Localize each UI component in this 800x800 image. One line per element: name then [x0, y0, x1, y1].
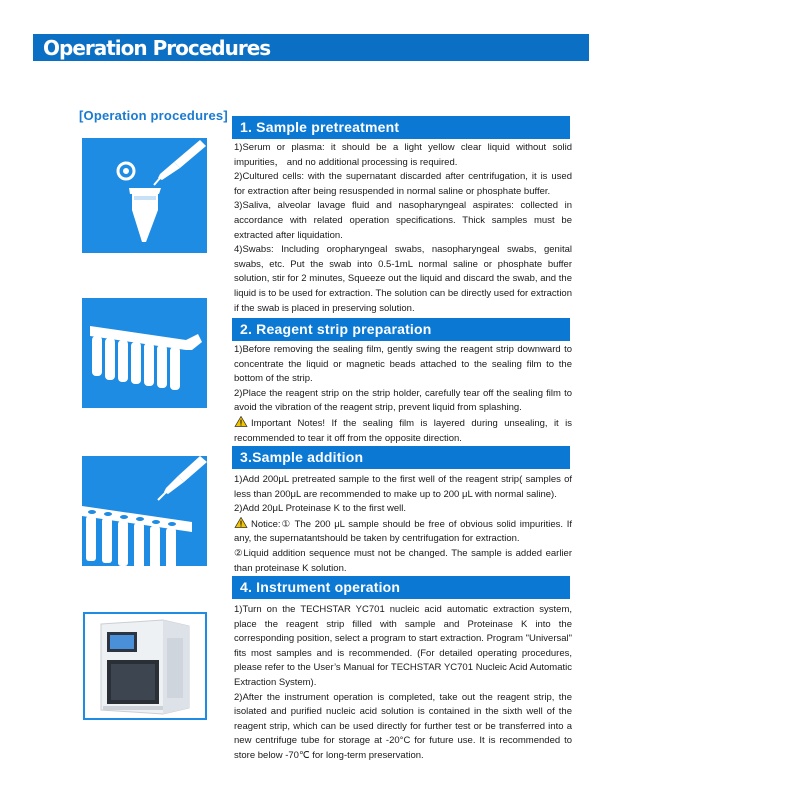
note	[234, 517, 572, 547]
paragraph: 2)After the instrument operation is completed, take out the reagent strip, the isolated and purified nucleic acid solution is contained in the sixth well of the reagent strip, which can be used directly for further test or be transferred into a new centrifuge tube for storage at -20°C for future use. It is recommended to store below -70℃ for long-term preservation.	[234, 691, 572, 761]
section-title: 2. Reagent strip preparation	[240, 321, 432, 337]
section-body-instrument-operation	[234, 603, 572, 764]
section-title: 3.Sample addition	[240, 449, 364, 465]
paragraph: 2)Cultured cells: with the supernatant discarded after centrifugation, it is used for extraction after being resuspended in normal saline or phosphate buffer.	[234, 171, 572, 197]
paragraph: 1)Turn on the TECHSTAR YC701 nucleic acid automatic extraction system, place the reagent strip filled with sample and Proteinase K into the corresponding position, select a program to start extraction. Program "Universal" fits most samples and is recommended. (For detailed operating procedures, please refer to the User’s Manual for TECHSTAR YC701 Nucleic Acid Automatic Extraction System).	[234, 604, 572, 688]
note-text: Important Notes! If the sealing film is layered during unsealing, it is recommended to tear it off from the opposite direction.	[234, 417, 572, 444]
paragraph: 1)Add 200μL pretreated sample to the first well of the reagent strip( samples of less than 200μL are recommended to make up to 200 μL with normal saline).	[234, 474, 572, 500]
section-title: 1. Sample pretreatment	[240, 119, 400, 135]
paragraph: 2)Place the reagent strip on the strip holder, carefully tear off the sealing film to avoid the vibration of the reagent strip, prevent liquid from splashing.	[234, 387, 572, 414]
section-bar-sample-addition	[232, 446, 570, 469]
page-title: Operation Procedures	[43, 36, 271, 60]
note-text: Notice:① The 200 μL sample should be free of obvious solid impurities. If any, the supernatantshould be taken by centrifugation for extraction.	[234, 518, 572, 545]
section-body-reagent-strip	[234, 343, 572, 446]
header-banner	[33, 34, 589, 61]
paragraph: 4)Swabs: Including oropharyngeal swabs, nasopharyngeal swabs, genital swabs, etc. Put the swab into 0.5-1mL normal saline or phosphate buffer solution, stir for 2 minutes, Squeeze out the liquid and discard the swab, and the liquid is to be used for extraction. The solution can be directly used for extraction if the swab is placed in preserving solution.	[234, 244, 572, 314]
warning-icon	[234, 416, 248, 427]
paragraph: 2)Add 20μL Proteinase K to the first well.	[234, 503, 406, 515]
paragraph: 1)Serum or plasma: it should be a light yellow clear liquid without solid impurities， and no additional processing is required.	[234, 142, 572, 168]
reagent-strip-icon	[82, 298, 207, 408]
section-bar-reagent-strip	[232, 318, 570, 341]
pipette-strip-icon	[82, 456, 207, 566]
note: ②Liquid addition sequence must not be changed. The sample is added earlier than proteinase K solution.	[234, 547, 572, 574]
sample-tube-pipette-icon	[82, 138, 207, 253]
section-bar-sample-pretreatment	[232, 116, 570, 139]
section-title: 4. Instrument operation	[240, 579, 401, 595]
warning-icon	[234, 517, 248, 528]
section-bar-instrument-operation	[232, 576, 570, 599]
note	[234, 416, 572, 446]
paragraph: 1)Before removing the sealing film, gently swing the reagent strip downward to concentrate the liquid or magnetic beads attached to the sealing film to the bottom of the strip.	[234, 344, 572, 385]
extraction-instrument-icon	[83, 612, 207, 720]
section-body-sample-pretreatment	[234, 141, 572, 316]
side-label: [Operation procedures]	[79, 108, 228, 123]
paragraph: 3)Saliva, alveolar lavage fluid and nasopharyngeal aspirates: collected in accordance with related operation specifications. Thick samples must be extracted after liquidation.	[234, 200, 572, 241]
section-body-sample-addition	[234, 473, 572, 576]
